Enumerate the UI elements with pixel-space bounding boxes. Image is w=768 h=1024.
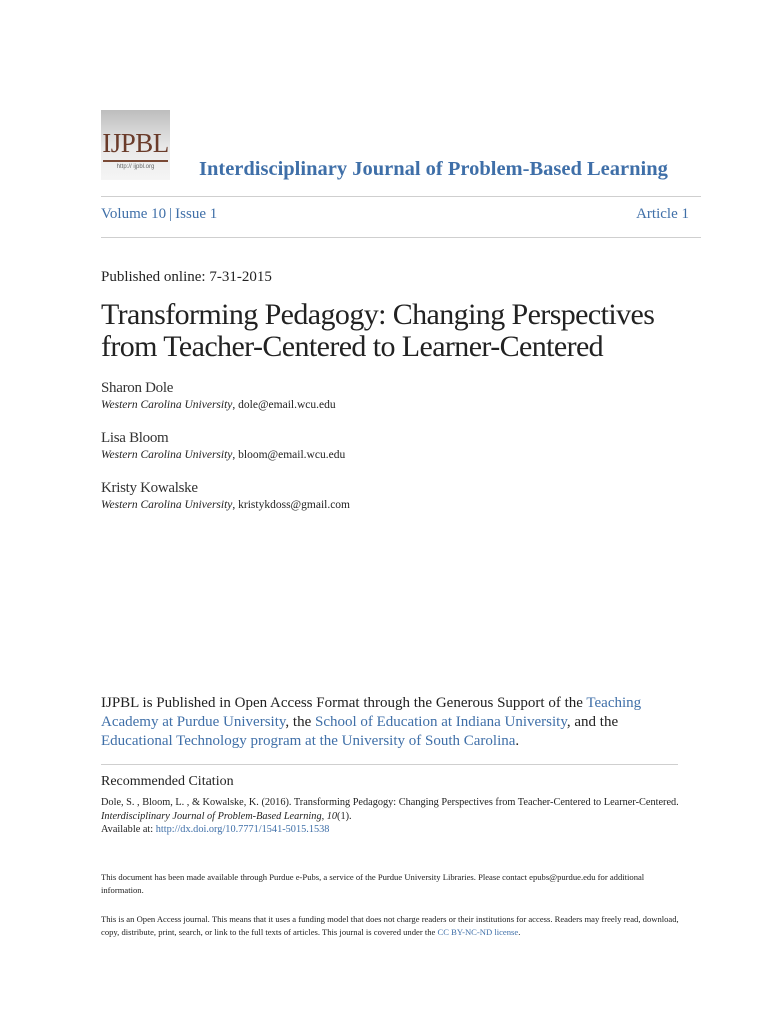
article-link[interactable]: Article 1	[636, 206, 689, 222]
recommended-citation-heading: Recommended Citation	[101, 774, 234, 789]
issue-line	[101, 206, 689, 223]
paper-title-line-2: from Teacher-Centered to Learner-Centered	[101, 330, 604, 363]
author-affiliation: Western Carolina University, bloom@email.wcu.edu	[101, 449, 346, 461]
school-of-education-link[interactable]: School of Education at Indiana University	[314, 714, 567, 730]
educational-technology-link[interactable]: Educational Technology program at the University of South Carolina	[101, 733, 516, 749]
journal-logo[interactable]	[101, 110, 170, 180]
author-affiliation: Western Carolina University, dole@email.wcu.edu	[101, 399, 336, 411]
author-entry	[101, 480, 661, 511]
paper-title-line-1: Transforming Pedagogy: Changing Perspectives	[101, 298, 655, 331]
issue-separator: |	[169, 206, 173, 222]
cc-license-link[interactable]: CC BY-NC-ND license	[437, 927, 519, 937]
paper-title	[101, 299, 701, 363]
available-at-label: Available at:	[101, 824, 156, 835]
volume-link[interactable]: Volume 10	[101, 206, 167, 222]
logo-rule	[103, 160, 168, 162]
issue-link[interactable]: Issue 1	[175, 206, 218, 222]
logo-url: http:// ijpbl.org	[116, 164, 155, 170]
teaching-academy-link[interactable]: Teaching Academy at Purdue University	[101, 695, 642, 730]
citation-text: Dole, S. , Bloom, L. , & Kowalske, K. (2016). Transforming Pedagogy: Changing Perspectives from Teacher-Centered to Learner-Centered. Interdisciplinary Journal of Problem-Based Learning, 10(1). Available at: http://dx.doi.org/10.7771/1541-5015.1538	[101, 797, 679, 835]
author-name: Lisa Bloom	[101, 430, 169, 446]
open-access-notice: This is an Open Access journal. This means that it uses a funding model that does not charge readers or their institutions for access. Readers may freely read, download, copy, distribute, print, search, or link to the full texts of articles. This journal is covered under the CC BY-NC-ND license.	[101, 914, 679, 937]
doi-link[interactable]: http://dx.doi.org/10.7771/1541-5015.1538	[155, 824, 330, 835]
author-affiliation: Western Carolina University, kristykdoss@gmail.com	[101, 499, 351, 511]
author-entry	[101, 380, 661, 411]
citation-divider	[101, 764, 678, 765]
issue-divider	[101, 237, 701, 238]
published-date: Published online: 7-31-2015	[101, 269, 272, 285]
author-name: Sharon Dole	[101, 380, 174, 396]
header-divider	[101, 196, 701, 197]
purdue-epubs-notice: This document has been made available through Purdue e-Pubs, a service of the Purdue University Libraries. Please contact epubs@purdue.edu for additional information.	[101, 872, 645, 895]
author-name: Kristy Kowalske	[101, 480, 198, 496]
logo-text: IJPBL	[102, 128, 169, 158]
author-entry	[101, 430, 661, 461]
open-access-support: IJPBL is Published in Open Access Format through the Generous Support of the Teaching Academy at Purdue University, the School of Education at Indiana University, and the Educational Technology program at the University of South Carolina.	[101, 695, 642, 749]
journal-title-link[interactable]: Interdisciplinary Journal of Problem-Based Learning	[199, 158, 668, 180]
